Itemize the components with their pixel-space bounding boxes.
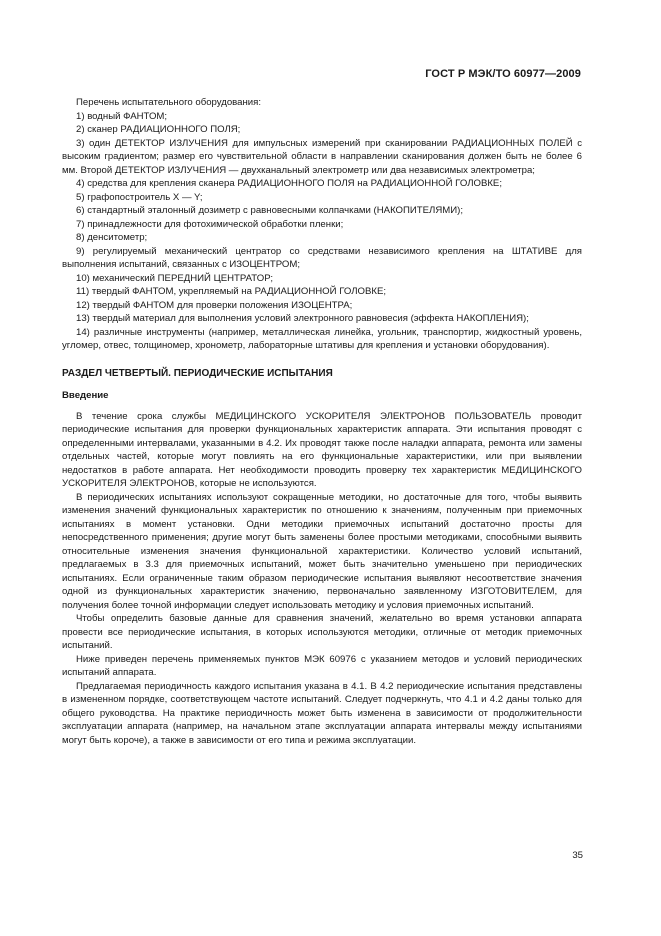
equipment-item: 1) водный ФАНТОМ; bbox=[76, 110, 168, 122]
equipment-item: 10) механический ПЕРЕДНИЙ ЦЕНТРАТОР; bbox=[76, 272, 274, 284]
equipment-item: 11) твердый ФАНТОМ, укрепляемый на РАДИАЦИОННОЙ ГОЛОВКЕ; bbox=[76, 286, 387, 297]
document-header: ГОСТ Р МЭК/ТО 60977—2009 bbox=[425, 68, 581, 80]
page-body bbox=[62, 96, 582, 747]
equipment-item: 13) твердый материал для выполнения условий электронного равновесия (эффекта НАКОПЛЕНИЯ); bbox=[76, 313, 529, 324]
body-paragraph: Ниже приведен перечень применяемых пунктов МЭК 60976 с указанием методов и условий периодических испытаний аппарата. bbox=[62, 653, 582, 678]
equipment-item: 4) средства для крепления сканера РАДИАЦИОННОГО ПОЛЯ на РАДИАЦИОННОЙ ГОЛОВКЕ; bbox=[76, 178, 502, 189]
equipment-item: 3) один ДЕТЕКТОР ИЗЛУЧЕНИЯ для импульсных измерений при сканировании РАДИАЦИОННЫХ ПОЛЕЙ с высоким градиентом; размер его чувствительной области в направлении сканирования должен быть не более 6 мм. Второй ДЕТЕКТОР ИЗЛУЧЕНИЯ — двухканальный электрометр или два независимых электрометра; bbox=[62, 137, 582, 176]
equipment-item: 7) принадлежности для фотохимической обработки пленки; bbox=[76, 218, 344, 230]
equipment-list-intro: Перечень испытательного оборудования: bbox=[76, 97, 262, 108]
equipment-item: 12) твердый ФАНТОМ для проверки положения ИЗОЦЕНТРА; bbox=[76, 299, 353, 311]
body-paragraph: Чтобы определить базовые данные для сравнения значений, желательно во время установки аппарата провести все периодические испытания, в которых используются методики, отличные от методик приемочных испытаний. bbox=[62, 613, 582, 651]
equipment-item: 2) сканер РАДИАЦИОННОГО ПОЛЯ; bbox=[76, 124, 241, 135]
equipment-item: 8) денситометр; bbox=[76, 232, 148, 243]
body-paragraph: В периодических испытаниях используют сокращенные методики, но достаточные для того, чтобы выявить изменения значений функциональных характеристик по отношению к значениям, полученным при приемочных испытаниях в момент установки. Одни методики приемочных испытаний достаточно просты для непосредственного применения; другие могут быть заменены более простыми методиками, способными выявить относительные изменения значения функциональной характеристики. Количество условий испытаний, предлагаемых в 3.3 для приемочных испытаний, может быть значительно уменьшено при периодических испытаниях. Если ограниченные таким образом периодические испытания выявляют несоответствие значения одной из функциональных характеристик значению, первоначально заявленному ИЗГОТОВИТЕЛЕМ, для получения более точной информации следует использовать методику и условия приемочных испытаний. bbox=[62, 491, 582, 611]
page-number: 35 bbox=[572, 850, 583, 861]
section-subtitle: Введение bbox=[62, 390, 109, 401]
body-paragraph: Предлагаемая периодичность каждого испытания указана в 4.1. В 4.2 периодические испытания представлены в измененном порядке, соответствующем частоте испытаний. Следует подчеркнуть, что 4.1 и 4.2 даны только для общего руководства. На практике периодичность может быть изменена в зависимости от продолжительности эксплуатации аппарата (например, на начальном этапе эксплуатации аппарата интервалы между испытаниями могут быть короче), а также в зависимости от его типа и режима эксплуатации. bbox=[62, 680, 582, 746]
equipment-item: 6) стандартный эталонный дозиметр с равновесными колпачками (НАКОПИТЕЛЯМИ); bbox=[76, 205, 464, 216]
equipment-item: 14) различные инструменты (например, металлическая линейка, угольник, транспортир, жидкостный уровень, угломер, отвес, толщиномер, хронометр, лабораторные штативы для крепления и установки оборудования). bbox=[62, 326, 582, 351]
section-title: РАЗДЕЛ ЧЕТВЕРТЫЙ. ПЕРИОДИЧЕСКИЕ ИСПЫТАНИЯ bbox=[62, 367, 333, 379]
equipment-item: 5) графопостроитель X — Y; bbox=[76, 191, 203, 203]
body-paragraph: В течение срока службы МЕДИЦИНСКОГО УСКОРИТЕЛЯ ЭЛЕКТРОНОВ ПОЛЬЗОВАТЕЛЬ проводит периодические испытания для проверки функциональных характеристик аппарата. Эти испытания проводят с определенными интервалами, указанными в 4.2. Их проводят также после наладки аппарата, ремонта или замены отдельных частей, которые могут повлиять на его функциональные характеристики, или при выявлении недостатков в работе аппарата. Нет необходимости проводить проверку тех характеристик МЕДИЦИНСКОГО УСКОРИТЕЛЯ ЭЛЕКТРОНОВ, которые не используются. bbox=[62, 410, 582, 489]
equipment-item: 9) регулируемый механический центратор со средствами независимого крепления на ШТАТИВЕ для выполнения испытаний, связанных с ИЗОЦЕНТРОМ; bbox=[62, 245, 582, 270]
